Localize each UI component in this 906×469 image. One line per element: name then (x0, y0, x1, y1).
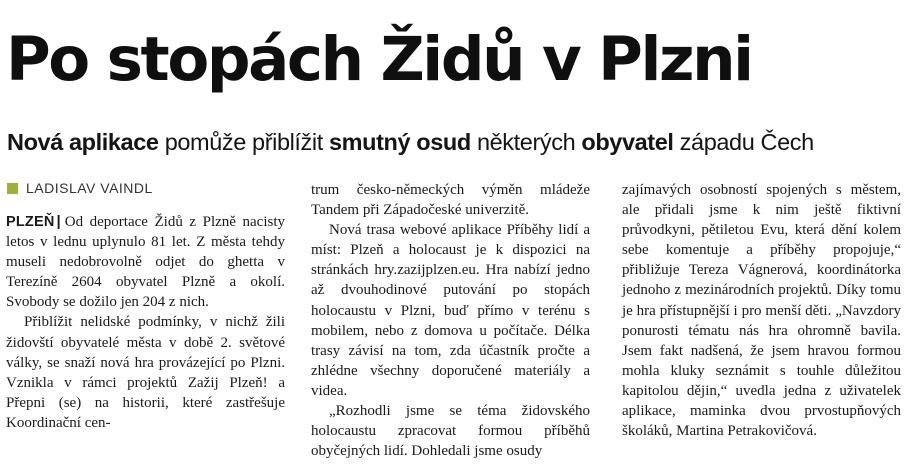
headline: Po stopách Židů v Plzni (6, 24, 752, 95)
dateline: PLZEŇ (6, 214, 55, 230)
byline-square-icon (7, 183, 18, 194)
paragraph: „Rozhodli jsme se téma židovského holocaustu zpracovat formou příběhů obyčejných lidí. Dohledali jsme osudy (311, 403, 590, 460)
dateline-separator: | (56, 213, 61, 230)
paragraph-text: Od deportace Židů z Plzně nacisty letos v lednu uplynulo 81 let. Z města tehdy museli nedobrovolně odjet do ghetta v Terezíně 2604 obyvatel Plzně a okolí. Svobody se dožilo jen 204 z nich. (6, 214, 285, 311)
paragraph: Nová trasa webové aplikace Příběhy lidí a míst: Plzeň a holocaust je k dispozici na stránkách hry.zazijplzen.eu. Hra nabízí jedno až dvouhodinové putování po stopách holocaustu v Plzni, buď přímo v terénu s mobilem, nebo z domova u počítače. Délka trasy závisí na tom, zda účastník pročte a zhlédne všechny doporučené materiály a videa. (311, 222, 590, 399)
article-column-2 (311, 180, 590, 461)
subhead-part-4: některých (470, 129, 582, 155)
paragraph: Přiblížit nelidské podmínky, v nichž žili židovští obyvatelé města v době 2. světové války, se snaží nová hra provázející po Plzni. Vznikla v rámci projektů Zažij Plzeň! a Přepni (se) na historii, které zastřešuje Koordinační cen- (6, 314, 285, 431)
subheadline (7, 126, 906, 158)
subhead-part-1: Nová aplikace (7, 129, 159, 155)
paragraph: zajímavých osobností spojených s městem, ale přidali jsme k nim ještě fiktivní průvodkyni, pětiletou Evu, která dění kolem sebe komentuje a příběhy propojuje,“ přibližuje Tereza Vágnerová, koordinátorka jednoho z mezinárodních projektů. Díky tomu je hra přístupnější i pro menší děti. „Navzdory ponurosti tématu nás hra ohromně bavila. Jsem fakt nadšená, že jsem hravou formou mohla kluky seznámit s touhle důležitou kapitolou dějin,“ uvedla jedna z uživatelek aplikace, maminka dvou prvostupňových školáků, Martina Petrakovičová. (622, 182, 901, 440)
article-column-3 (622, 180, 901, 441)
subhead-part-5: obyvatel (581, 129, 674, 155)
subhead-part-3: smutný osud (329, 129, 471, 155)
paragraph (6, 212, 285, 312)
subhead-part-2: pomůže přiblížit (158, 129, 329, 155)
author-name: LADISLAV VAINDL (26, 180, 153, 196)
byline (7, 178, 153, 198)
subhead-part-6: západu Čech (673, 129, 814, 155)
paragraph: trum česko-německých výměn mládeže Tandem při Západočeské univerzitě. (311, 182, 590, 219)
article-column-1 (6, 212, 285, 433)
